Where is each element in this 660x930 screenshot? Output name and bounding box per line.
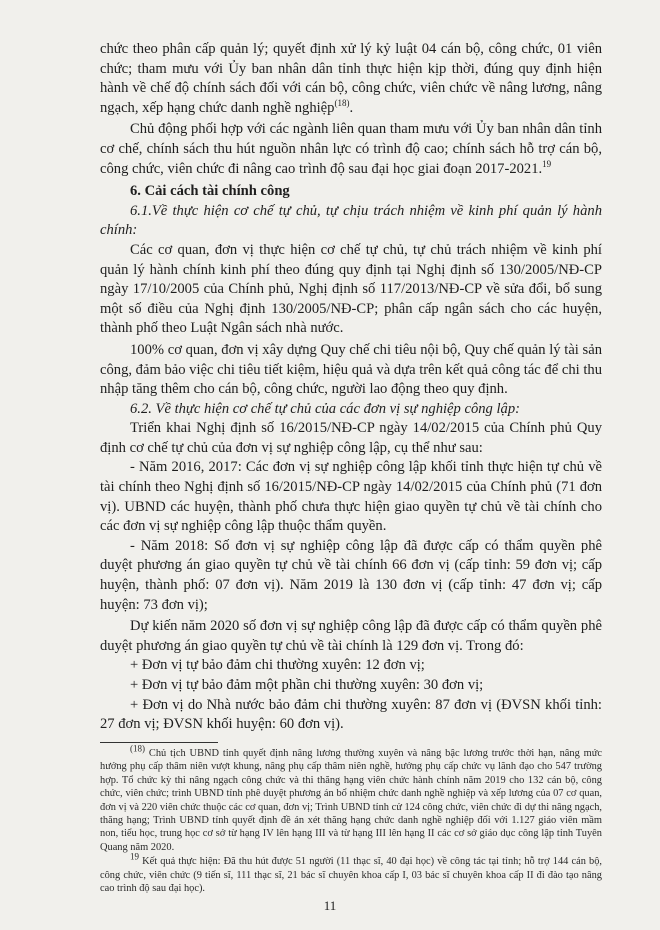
page-number: 11	[323, 898, 337, 913]
list-item-state-funded: + Đơn vị do Nhà nước bảo đảm chi thường xuyên: 87 đơn vị (ĐVSN khối tỉnh: 27 đơn vị; ĐVSN khối huyện: 60 đơn vị).	[100, 696, 602, 733]
subsection-heading-6-1: 6.1.Về thực hiện cơ chế tự chủ, tự chịu trách nhiệm về kinh phí quản lý hành chính:	[100, 202, 602, 239]
footnotes	[100, 743, 602, 896]
footnote-divider	[100, 742, 218, 743]
section-heading-6: 6. Cải cách tài chính công	[130, 183, 290, 200]
footnote-19: $^{19}$ Kết quả thực hiện: Đã thu hút được 51 người (11 thạc sĩ, 40 đại học) về công tác tại tỉnh; hỗ trợ 144 cán bộ, công chức, viên chức (9 tiến sĩ, 111 thạc sĩ, 21 bác sĩ chuyên khoa cấp I, 03 bác sĩ chuyên khoa cấp II đi đào tạo nâng cao trình độ sau đại học).	[100, 851, 602, 895]
list-item-self-funded: + Đơn vị tự bảo đảm chi thường xuyên: 12 đơn vị;	[130, 657, 425, 674]
footnote-mark-18: (18)	[130, 743, 145, 754]
paragraph-internal-spending: 100% cơ quan, đơn vị xây dựng Quy chế chi tiêu nội bộ, Quy chế quản lý tài sản công, đảm bảo việc chi tiêu tiết kiệm, hiệu quả và dựa trên kết quả công tác để chi thu nhập tăng thêm cho cán bộ, công chức, người lao động theo quy định.	[100, 341, 602, 398]
paragraph-decree-16: Triển khai Nghị định số 16/2015/NĐ-CP ngày 14/02/2015 của Chính phủ Quy định cơ chế tự chủ của đơn vị sự nghiệp công lập, cụ thể như sau:	[100, 420, 602, 456]
paragraph-2020-plan: Dự kiến năm 2020 số đơn vị sự nghiệp công lập đã được cấp có thẩm quyền phê duyệt phương án giao quyền tự chủ về tài chính là 129 đơn vị. Trong đó:	[100, 618, 602, 654]
paragraph-2018: - Năm 2018: Số đơn vị sự nghiệp công lập đã được cấp có thẩm quyền phê duyệt phương án giao quyền tự chủ về tài chính 66 đơn vị (cấp tỉnh: 59 đơn vị; cấp huyện, thành phố: 07 đơn vị). Năm 2019 là 130 đơn vị (cấp tỉnh: 47 đơn vị; cấp huyện: 73 đơn vị);	[100, 537, 602, 613]
paragraph-personnel: chức theo phân cấp quản lý; quyết định xử lý kỷ luật 04 cán bộ, công chức, 01 viên chức; tham mưu với Ủy ban nhân dân tỉnh thực hiện kịp thời, đúng quy định hiện hành về chế độ chính sách đối với cán bộ, công chức, viên chức về nâng lương, nâng ngạch, xếp hạng chức danh nghề nghiệp$^{(18)}$.	[100, 41, 602, 116]
footnote-18: $^{(18)}$ Chủ tịch UBND tỉnh quyết định nâng lương thường xuyên và nâng bậc lương trước thời hạn, nâng mức hưởng phụ cấp thâm niên vượt khung, nâng phụ cấp thâm niên nghề, hưởng phụ cấp chức vụ lãnh đạo cho 547 trường hợp. Tổ chức kỳ thi nâng ngạch công chức và thi thăng hạng viên chức hành chính năm 2019 cho 132 cán bộ, công chức, viên chức; trình UBND tỉnh phê duyệt phương án bổ nhiệm chức danh nghề nghiệp và xếp lương của 07 cơ quan, đơn vị và 220 viên chức thuộc các cơ quan, đơn vị; Trình UBND tỉnh cử 124 công chức, viên chức đi dự thi nâng ngạch, thăng hạng; Trình UBND tỉnh quyết định đề án xét thăng hạng chức danh nghề nghiệp đối với 1.127 giáo viên mầm non, tiểu học, trung học cơ sở từ hạng IV lên hạng III và từ hạng III lên hạng II các cơ sở giáo dục công lập tỉnh Tuyên Quang năm 2020.	[100, 743, 602, 853]
paragraph-2016-2017: - Năm 2016, 2017: Các đơn vị sự nghiệp công lập khối tỉnh thực hiện tự chủ về tài chính theo Nghị định số 16/2015/NĐ-CP ngày 14/02/2015 của Chính phủ (71 đơn vị). UBND các huyện, thành phố chưa thực hiện giao quyền tự chủ về tài chính cho các đơn vị sự nghiệp công lập thuộc thẩm quyền.	[100, 459, 602, 535]
footnote-ref-19[interactable]: 19	[542, 158, 552, 169]
subsection-heading-6-2: 6.2. Về thực hiện cơ chế tự chủ của các đơn vị sự nghiệp công lập:	[130, 400, 520, 417]
footnote-ref-18[interactable]: (18)	[334, 97, 350, 108]
footnote-mark-19: 19	[130, 851, 139, 862]
list-item-partly-funded: + Đơn vị tự bảo đảm một phần chi thường xuyên: 30 đơn vị;	[130, 677, 484, 693]
paragraph-recruitment-policy: Chủ động phối hợp với các ngành liên quan tham mưu với Ủy ban nhân dân tỉnh cơ chế, chính sách thu hút nguồn nhân lực có trình độ cao; chính sách hỗ trợ cán bộ, công chức, viên chức đi nâng cao trình độ sau đại học giai đoạn 2017-2021.19	[100, 121, 602, 177]
paragraph-admin-autonomy: Các cơ quan, đơn vị thực hiện cơ chế tự chủ, tự chủ trách nhiệm về kinh phí quản lý hành chính kinh phí theo đúng quy định tại Nghị định số 130/2005/NĐ-CP ngày 17/10/2005 của Chính phủ, Nghị định số 117/2013/NĐ-CP về sửa đổi, bổ sung một số điều của Nghị định 130/2005/NĐ-CP; phân cấp ngân sách cho các huyện, thành phố theo Luật Ngân sách nhà nước.	[100, 241, 602, 337]
